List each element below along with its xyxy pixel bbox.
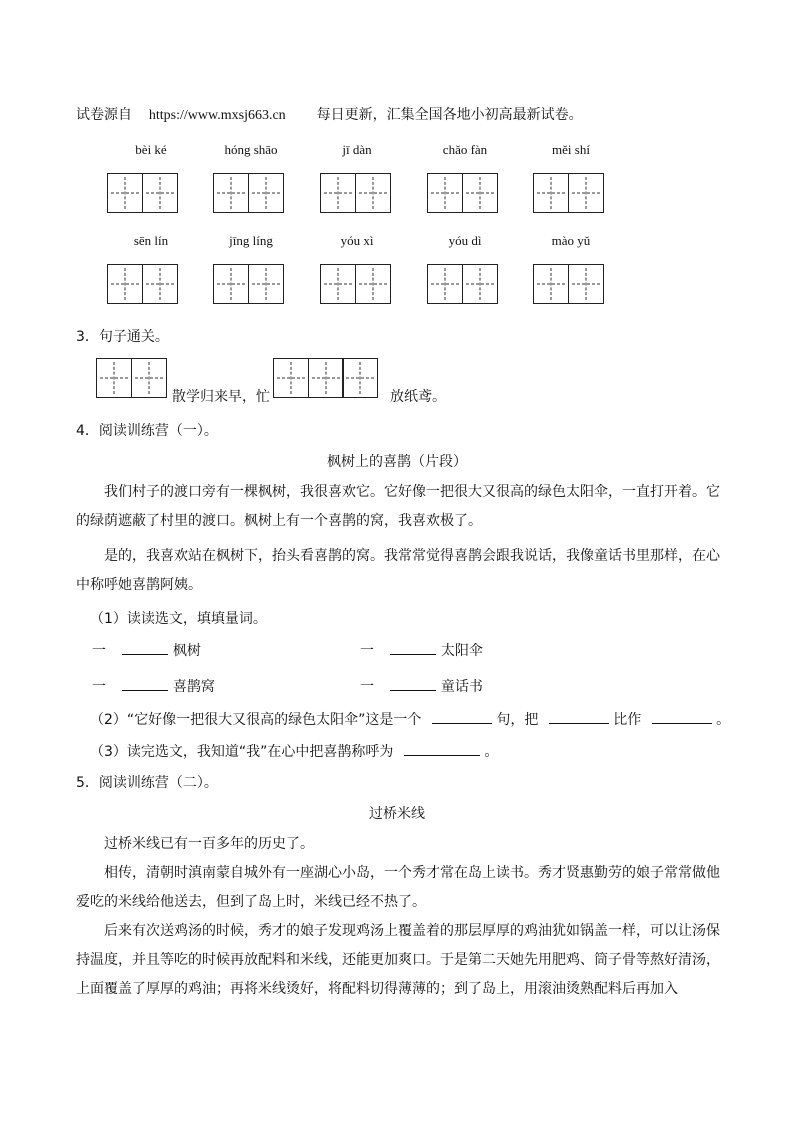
measure-word-fill xyxy=(92,640,201,660)
poem-line-part1: 散学归来早，忙 xyxy=(172,389,270,405)
source-url[interactable]: https://www.mxsj663.cn xyxy=(148,108,286,123)
measure-word-fill xyxy=(360,640,483,660)
passage-2-paragraph: 过桥米线已有一百多年的历史了。 xyxy=(104,836,314,852)
tianzige-cell[interactable] xyxy=(427,264,463,304)
writing-grid[interactable] xyxy=(96,358,165,398)
answer-blank[interactable] xyxy=(549,709,609,724)
sub2-text: 句，把 xyxy=(496,712,539,728)
tianzige-cell[interactable] xyxy=(107,173,143,213)
tianzige-cell[interactable] xyxy=(355,173,391,213)
pinyin-label: jī dàn xyxy=(342,142,372,157)
pinyin-label: sēn lín xyxy=(133,233,169,248)
writing-grid[interactable] xyxy=(320,264,389,304)
sub3-text: （3）读完选文，我知道“我”在心中把喜鹊称呼为 xyxy=(90,744,394,760)
tianzige-cell[interactable] xyxy=(533,173,569,213)
passage-2-paragraph: 相传，清朝时滇南蒙自城外有一座湖心小岛，一个秀才常在岛上读书。秀才贤惠勤劳的娘子常常做他爱吃的米线给他送去，但到了岛上时，米线已经不热了。 xyxy=(76,865,720,910)
sub2-text: 。 xyxy=(716,712,731,728)
writing-grid[interactable] xyxy=(107,173,176,213)
writing-grid[interactable] xyxy=(427,173,496,213)
fill-noun: 童话书 xyxy=(440,679,483,695)
one-label: 一 xyxy=(360,643,374,659)
writing-grid[interactable] xyxy=(427,264,496,304)
writing-grid[interactable] xyxy=(320,173,389,213)
question-4-sub1: （1）读读选文，填填量词。 xyxy=(90,611,267,627)
passage-1-paragraph: 是的，我喜欢站在枫树下，抬头看喜鹊的窝。我常常觉得喜鹊会跟我说话，我像童话书里那样，在心中称呼她喜鹊阿姨。 xyxy=(76,548,720,593)
sub2-text: 比作 xyxy=(613,712,642,728)
question-4-title: 4．阅读训练营（一）。 xyxy=(76,423,218,439)
tianzige-cell[interactable] xyxy=(142,173,178,213)
question-5-title: 5．阅读训练营（二）。 xyxy=(76,775,218,791)
tianzige-cell[interactable] xyxy=(355,264,391,304)
pinyin-label: hóng shāo xyxy=(224,142,278,157)
tianzige-cell[interactable] xyxy=(248,173,284,213)
answer-blank[interactable] xyxy=(652,709,712,724)
pinyin-label: bèi ké xyxy=(135,142,167,157)
answer-blank[interactable] xyxy=(390,676,436,691)
fill-noun: 太阳伞 xyxy=(440,643,483,659)
passage-1-paragraph: 我们村子的渡口旁有一棵枫树，我很喜欢它。它好像一把很大又很高的绿色太阳伞，一直打开着。它的绿荫遮蔽了村里的渡口。枫树上有一个喜鹊的窝，我喜欢极了。 xyxy=(76,484,720,529)
tianzige-cell[interactable] xyxy=(248,264,284,304)
fill-noun: 枫树 xyxy=(172,643,201,659)
writing-grid[interactable] xyxy=(533,173,602,213)
measure-word-fill xyxy=(92,676,215,696)
tianzige-cell[interactable] xyxy=(462,264,498,304)
tianzige-cell[interactable] xyxy=(96,358,132,398)
measure-word-fill xyxy=(360,676,483,696)
source-label: 试卷源自 xyxy=(76,107,132,123)
passage-2-title: 过桥米线 xyxy=(369,806,425,822)
source-tagline: 每日更新，汇集全国各地小初高最新试卷。 xyxy=(316,107,583,123)
pinyin-label: měi shí xyxy=(552,142,590,157)
tianzige-cell[interactable] xyxy=(308,358,344,398)
pinyin-label: jīng líng xyxy=(229,233,273,248)
writing-grid[interactable] xyxy=(107,264,176,304)
tianzige-cell[interactable] xyxy=(107,264,143,304)
poem-line-part2: 放纸鸢。 xyxy=(390,389,446,405)
question-3-title: 3．句子通关。 xyxy=(76,329,169,345)
tianzige-cell[interactable] xyxy=(462,173,498,213)
writing-grid[interactable] xyxy=(213,264,282,304)
writing-grid[interactable] xyxy=(273,358,377,398)
answer-blank[interactable] xyxy=(404,741,480,756)
answer-blank[interactable] xyxy=(122,640,168,655)
tianzige-cell[interactable] xyxy=(273,358,309,398)
one-label: 一 xyxy=(360,679,374,695)
writing-grid[interactable] xyxy=(213,173,282,213)
passage-1-title: 枫树上的喜鹊（片段） xyxy=(327,454,467,470)
tianzige-cell[interactable] xyxy=(427,173,463,213)
question-4-sub2 xyxy=(90,709,730,729)
sub3-text: 。 xyxy=(484,744,499,760)
tianzige-cell[interactable] xyxy=(213,264,249,304)
writing-grid[interactable] xyxy=(533,264,602,304)
source-header xyxy=(76,104,583,124)
fill-noun: 喜鹊窝 xyxy=(172,679,215,695)
one-label: 一 xyxy=(92,643,106,659)
sub2-text: （2）“它好像一把很大又很高的绿色太阳伞”这是一个 xyxy=(90,712,422,728)
answer-blank[interactable] xyxy=(390,640,436,655)
pinyin-label: mào yǔ xyxy=(551,233,591,248)
tianzige-cell[interactable] xyxy=(533,264,569,304)
tianzige-cell[interactable] xyxy=(131,358,167,398)
pinyin-label: yóu dì xyxy=(448,233,482,248)
tianzige-cell[interactable] xyxy=(320,264,356,304)
tianzige-cell[interactable] xyxy=(320,173,356,213)
tianzige-cell[interactable] xyxy=(342,358,378,398)
tianzige-cell[interactable] xyxy=(568,264,604,304)
one-label: 一 xyxy=(92,679,106,695)
passage-2-paragraph: 后来有次送鸡汤的时候，秀才的娘子发现鸡汤上覆盖着的那层厚厚的鸡油犹如锅盖一样，可以让汤保持温度，并且等吃的时候再放配料和米线，还能更加爽口。于是第二天她先用肥鸡、筒子骨等熬好清汤，上面覆盖了厚厚的鸡油；再将米线烫好，将配料切得薄薄的；到了岛上，用滚油烫熟配料后再加入 xyxy=(76,923,720,997)
pinyin-label: chǎo fàn xyxy=(442,142,488,157)
tianzige-cell[interactable] xyxy=(213,173,249,213)
tianzige-cell[interactable] xyxy=(568,173,604,213)
answer-blank[interactable] xyxy=(122,676,168,691)
pinyin-label: yóu xì xyxy=(340,233,374,248)
tianzige-cell[interactable] xyxy=(142,264,178,304)
question-4-sub3 xyxy=(90,741,498,761)
answer-blank[interactable] xyxy=(432,709,492,724)
